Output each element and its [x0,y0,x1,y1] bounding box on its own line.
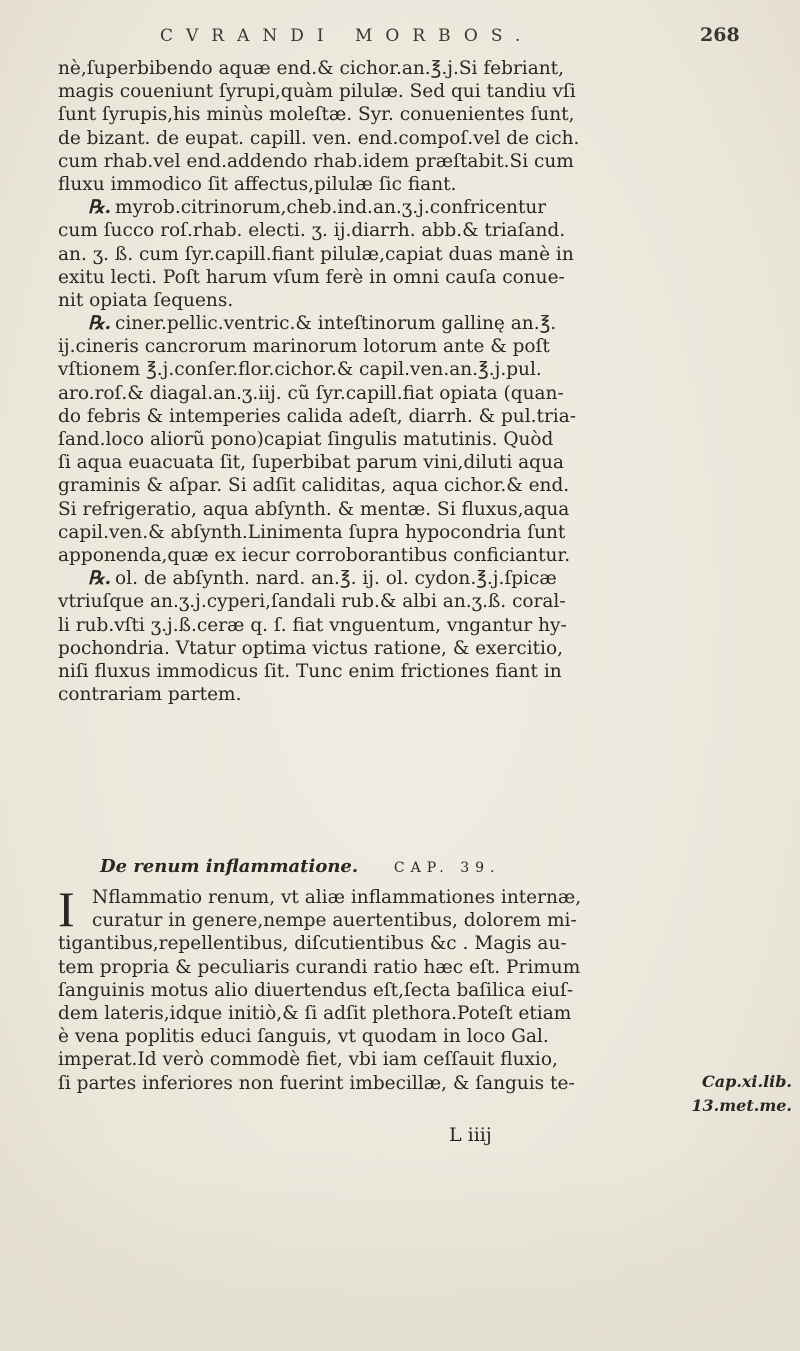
line-text: nè,ſuperbibendo aquæ end.& cichor.an.℥.j.Si febriant, [58,58,564,79]
line-text: pochondria. Vtatur optima victus ratione, & exercitio, [58,637,563,659]
text-line [58,1002,738,1025]
text-line [58,289,738,312]
main-text-block [58,57,738,706]
line-text: contrariam partem. [58,684,242,706]
line-text: vtriuſque an.ʒ.j.cyperi,ſandali rub.& albi an.ʒ.ß. coral- [58,591,566,613]
line-text: de bizant. de eupat. capill. ven. end.compoſ.vel de cich. [58,127,580,149]
text-line [58,1048,738,1071]
text-line [58,1072,738,1095]
line-text: tigantibus,repellentibus, diſcutientibus &c . Magis au- [58,933,567,955]
drop-capital: I [58,881,75,937]
text-line [58,358,738,381]
text-line [58,614,738,637]
text-line [58,521,738,544]
text-line [58,405,738,428]
text-line [58,590,738,613]
line-text: ſand.loco aliorũ pono)capiat ſingulis matutinis. Quòd [58,429,554,450]
text-line [58,637,738,660]
text-line [58,335,738,358]
recipe-symbol: ℞. [88,313,112,335]
text-line [58,312,738,335]
text-line [58,567,738,590]
line-text: Nflammatio renum, vt aliæ inflammationes internæ, [92,887,582,908]
line-text: apponenda,quæ ex iecur corroborantibus conficiantur. [58,544,571,566]
text-line [58,173,738,196]
recipe-symbol: ℞. [88,197,112,219]
text-line [58,886,738,909]
line-text: niſi fluxus immodicus ſit. Tunc enim frictiones fiant in [58,660,562,682]
line-text: do febris & intemperies calida adeſt, diarrh. & pul.tria- [58,405,576,427]
line-text: capil.ven.& abſynth.Linimenta ſupra hypocondria ſunt [58,521,566,543]
text-line [58,150,738,173]
line-text: è vena poplitis educi ſanguis, vt quodam in loco Gal. [58,1026,549,1048]
line-text: li rub.vſti ʒ.j.ß.ceræ q. ſ. fiat vnguentum, vngantur hy- [58,614,567,636]
line-text: magis coueniunt ſyrupi,quàm pilulæ. Sed qui tandiu vſi [58,81,576,103]
text-line [58,498,738,521]
text-line [58,979,738,1002]
line-text: exitu lecti. Poſt harum vſum ferè in omni cauſa conue- [58,266,565,288]
line-text: ſanguinis motus alio diuertendus eſt,ſecta baſilica eiuſ- [58,979,574,1001]
line-text: dem lateris,idque initiò,& ſi adſit plethora.Poteſt etiam [58,1002,572,1024]
text-line [58,266,738,289]
line-text: ſunt ſyrupis,his minùs moleſtæ. Syr. conuenientes ſunt, [58,104,575,126]
text-line [58,127,738,150]
text-line [58,956,738,979]
running-title: CVRANDI MORBOS. [160,26,534,46]
chapter-label: CAP. 39. [393,860,501,876]
line-text: ij.cineris cancrorum marinorum lotorum ante & poſt [58,336,550,358]
text-line [58,428,738,451]
margin-note-2: 13.met.me. [691,1096,792,1115]
chapter-text-block [58,881,738,1095]
text-line [58,451,738,474]
line-text: cum ſucco roſ.rhab. electi. ʒ. ij.diarrh. abb.& triaſand. [58,220,566,242]
line-text: tem propria & peculiaris curandi ratio hæc eſt. Primum [58,956,581,978]
line-text: nit opiata ſequens. [58,289,234,311]
text-line [58,382,738,405]
text-line [58,219,738,242]
text-line [58,103,738,126]
text-line [58,243,738,266]
text-line [58,683,738,706]
page-number: 268 [700,24,740,46]
chapter-heading [100,856,720,877]
line-text: ſi aqua euacuata ſit, ſuperbibat parum vini,diluti aqua [58,452,564,474]
line-text: Si refrigeratio, aqua abſynth. & mentæ. Si fluxus,aqua [58,498,570,520]
line-text: vſtionem ℥.j.conſer.flor.cichor.& capil.ven.an.℥.j.pul. [58,359,542,381]
line-text: aro.roſ.& diagal.an.ʒ.iij. cũ ſyr.capill.fiat opiata (quan- [58,382,564,404]
text-line [58,660,738,683]
text-line [58,932,738,955]
line-text: ciner.pellic.ventric.& inteſtinorum gallinę an.℥. [115,313,557,335]
line-text: curatur in genere,nempe auertentibus, dolorem mi- [92,910,577,932]
text-line [58,80,738,103]
text-line [58,474,738,497]
line-text: ſi partes inferiores non fuerint imbecillæ, & ſanguis te- [58,1072,575,1094]
chapter-title: De renum inflammatione. [100,856,359,877]
recipe-symbol: ℞. [88,568,112,590]
text-line [58,196,738,219]
line-text: an. ʒ. ß. cum ſyr.capill.fiant pilulæ,capiat duas manè in [58,243,574,265]
margin-note-1: Cap.xi.lib. [702,1072,792,1091]
text-line [58,1025,738,1048]
text-line [58,909,738,932]
line-text: graminis & aſpar. Si adſit caliditas, aqua cichor.& end. [58,475,570,497]
line-text: cum rhab.vel end.addendo rhab.idem præſtabit.Si cum [58,150,574,172]
text-line [58,57,738,80]
page-shadow [0,1150,800,1351]
line-text: myrob.citrinorum,cheb.ind.an.ʒ.j.confricentur [115,197,547,219]
line-text: ol. de abſynth. nard. an.℥. ij. ol. cydon.℥.j.ſpicæ [115,568,557,590]
catchword: L iiij [449,1124,492,1146]
text-line [58,544,738,567]
line-text: imperat.Id verò commodè fiet, vbi iam ceſſauit fluxio, [58,1049,558,1071]
line-text: fluxu immodico ſit affectus,pilulæ ſic fiant. [58,173,457,195]
